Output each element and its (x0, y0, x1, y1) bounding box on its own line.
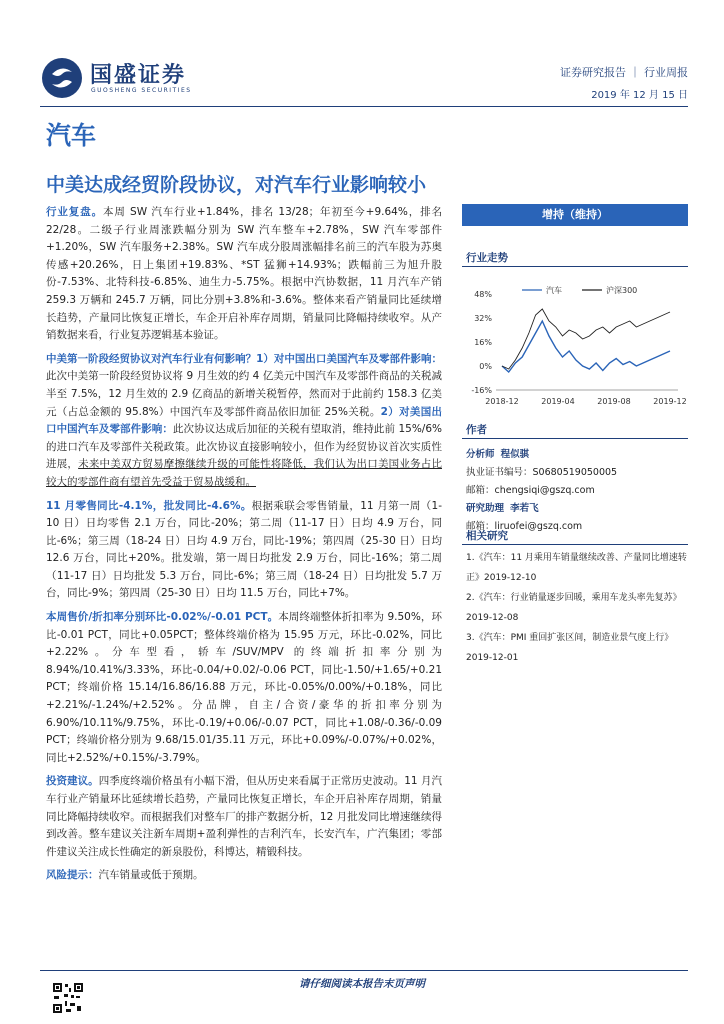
author-divider (462, 438, 688, 439)
analyst-name: 程似骐 (500, 449, 530, 460)
text-trade-deal-2: 此次协议达成后加征的关税有望取消，维持此前 15%/6%的进口汽车及零部件关税政策。此次协议直接影响较小，但作为经贸协议首次实质性进展， (46, 423, 443, 471)
text-prices: 本周终端整体折扣率为 9.50%，环比-0.01 PCT，同比+0.05PCT；整体终端价格为 15.95 万元，环比-0.02%，同比+2.22%。分车型看，轿车/SUV/MPV 的终端折扣率分别为 8.94%/10.41%/3.33%，环比-0.04/+0.02/-0.06 PCT，同比-1.50/+1.65/+0.21 PCT；终端价格 15.14/16.86/16.88 万元，环比-0.05%/0.00%/+0.18%，同比+2.21%/-1.24%/+2.52%。分品牌，自主/合资/豪华的折扣率分别为 6.90%/10.11%/9.75%，环比-0.19/+0.06/-0.07 PCT，同比+1.08/-0.36/-0.09 PCT；终端价格分别为 9.68/15.01/35.11 万元，环比+0.09%/-0.07%/+0.02%，同比+2.52%/+0.15%/-3.79%。 (46, 611, 442, 764)
label-review: 行业复盘。 (46, 206, 103, 218)
paragraph-sales (46, 498, 442, 604)
x-tick-label: 2019-04 (541, 397, 575, 406)
analyst-line (466, 446, 529, 460)
analyst-cert: 执业证书编号：S0680519050005 (466, 467, 618, 478)
legend-label: 汽车 (546, 286, 562, 295)
disclaimer: 请仔细阅读本报告末页声明 (299, 978, 425, 990)
text-risk: 汽车销量或低于预期。 (98, 869, 204, 882)
text-advice: 四季度终端价格虽有小幅下滑，但从历史来看属于正常历史波动。11 月汽车行业产销量环比延续增长趋势，产量同比恢复正增长，车企开启补库存周期，销量同比降幅持续收窄。而根据我们对整车厂的排产数据分析，12 月批发同比增速继续得到改善。整车建议关注新车周期+盈利弹性的吉利汽车，长安汽车，广汽集团；零部件建议关注成长性确定的新泉股份，科博达，精锻科技。 (46, 775, 443, 858)
rating-badge: 增持（维持） (462, 204, 688, 226)
trend-chart (462, 280, 688, 416)
text-sales: 根据乘联会零售销量，11 月第一周（1-10 日）日均零售 2.1 万台，同比-20%；第二周（11-17 日）日均 4.9 万台，同比-6%；第三周（18-24 日）日均 4.9 万台，同比-19%；第四周（25-30 日）日均 12.6 万台，同比+20%。批发端，第一周日均批发 2.9 万台，同比-16%；第二周（11-17 日）日均批发 5.3 万台，同比-6%；第三周（18-24 日）日均批发 5.7 万台，同比-9%；第四周（25-30 日）日均 11.5 万台，同比+7%。 (46, 499, 442, 600)
footer-divider (40, 970, 688, 971)
report-date: 2019 年 12 月 15 日 (591, 90, 688, 101)
related-title: 相关研究 (466, 530, 508, 542)
legend-label: 沪深300 (606, 286, 638, 295)
related-item[interactable]: 3.《汽车：PMI 重回扩张区间，制造业景气度上行》2019-12-01 (466, 633, 674, 663)
label-advice: 投资建议。 (46, 775, 99, 788)
paragraph-risk (46, 867, 442, 885)
guosheng-logo (40, 56, 84, 100)
label-prices: 本周售价/折扣率分别环比-0.02%/-0.01 PCT。 (46, 611, 279, 624)
paragraph-trade-deal (46, 351, 442, 492)
label-trade-deal: 中美第一阶段经贸协议对汽车行业有何影响？1）对中国出口美国汽车及零部件影响： (46, 352, 442, 365)
report-headline: 中美达成经贸阶段协议，对汽车行业影响较小 (46, 174, 427, 196)
assistant-label: 研究助理 (466, 503, 505, 514)
related-divider (462, 544, 688, 545)
brand-name-en: GUOSHENG SECURITIES (91, 87, 192, 94)
x-tick-label: 2018-12 (485, 397, 519, 406)
text-review: 本周 SW 汽车行业+1.84%，排名 13/28；年初至今+9.64%，排名 22/28。二级子行业周涨跌幅分别为 SW 汽车整车+2.78%，SW 汽车零部件+1.20%，SW 汽车服务+2.38%。SW 汽车成分股周涨幅排名前三的汽车股为苏奥传感+20.26%，日上集团+19.83%、*ST 猛狮+14.93%；跌幅前三为旭升股份-7.53%、北特科技-6.85%、迪生力-5.75%。根据中汽协数据，11 月汽车产销 259.3 万辆和 245.7 万辆，同比分别+3.8%和-3.6%。整体来看产销量同比延续增长趋势，产量同比恢复正增长，车企开启补库存周期，销量同比降幅持续收窄。从产销数据来看，行业复苏逻辑基本验证。 (46, 206, 442, 342)
paragraph-prices (46, 609, 442, 767)
label-risk: 风险提示： (46, 869, 99, 882)
paragraph-advice (46, 773, 442, 861)
y-tick-label: 16% (474, 338, 492, 347)
header-divider (40, 106, 688, 107)
label-sales: 11 月零售同比-4.1%，批发同比-4.6%。 (46, 499, 252, 512)
assistant-email[interactable]: 邮箱：liruofei@gszq.com (466, 521, 583, 532)
brand-name: 国盛证券 (90, 63, 187, 88)
assistant-name: 李若飞 (510, 503, 539, 514)
paragraph-review (46, 204, 442, 345)
y-tick-label: 32% (474, 314, 492, 323)
industry-title: 汽车 (46, 121, 97, 150)
related-item[interactable]: 1.《汽车：11 月乘用车销量继续改善、产量同比增速转正》2019-12-10 (466, 553, 687, 583)
analyst-label: 分析师 (466, 449, 495, 460)
author-title: 作者 (466, 424, 487, 436)
text-trade-deal-underlined: 未来中美双方贸易摩擦继续升级的可能性将降低，我们认为出口美国业务占比较大的零部件商有望首先受益于贸易战缓和。 (46, 458, 442, 488)
analyst-email[interactable]: 邮箱：chengsiqi@gszq.com (466, 485, 595, 496)
text-trade-deal: 此次中美第一阶段经贸协议将 9 月生效的约 4 亿美元中国汽车及零部件商品的关税减半至 7.5%，12 月生效的 2.9 亿商品的新增关税暂停，然而对于此前约 158.3 亿美元（占总金额的 95.8%）中国汽车及零部件商品依旧加征 25%关税。 (46, 370, 442, 418)
x-tick-label: 2019-08 (597, 397, 631, 406)
y-tick-label: 0% (479, 362, 492, 371)
x-tick-label: 2019-12 (653, 397, 687, 406)
related-list (466, 548, 688, 668)
label-trade-deal-2: 2）对美国出口中国汽车及零部件影响： (46, 405, 442, 436)
related-item[interactable]: 2.《汽车：行业销量逐步回暖，乘用车龙头率先复苏》2019-12-08 (466, 593, 682, 623)
trend-title: 行业走势 (466, 252, 508, 264)
report-type: 证券研究报告 ｜ 行业周报 (560, 66, 688, 79)
report-body (46, 204, 442, 891)
series-line-auto (502, 321, 670, 372)
series-line-hs300 (502, 309, 670, 369)
y-tick-label: -16% (471, 386, 492, 395)
trend-divider (462, 266, 688, 267)
assistant-line (466, 500, 539, 514)
y-tick-label: 48% (474, 290, 492, 299)
